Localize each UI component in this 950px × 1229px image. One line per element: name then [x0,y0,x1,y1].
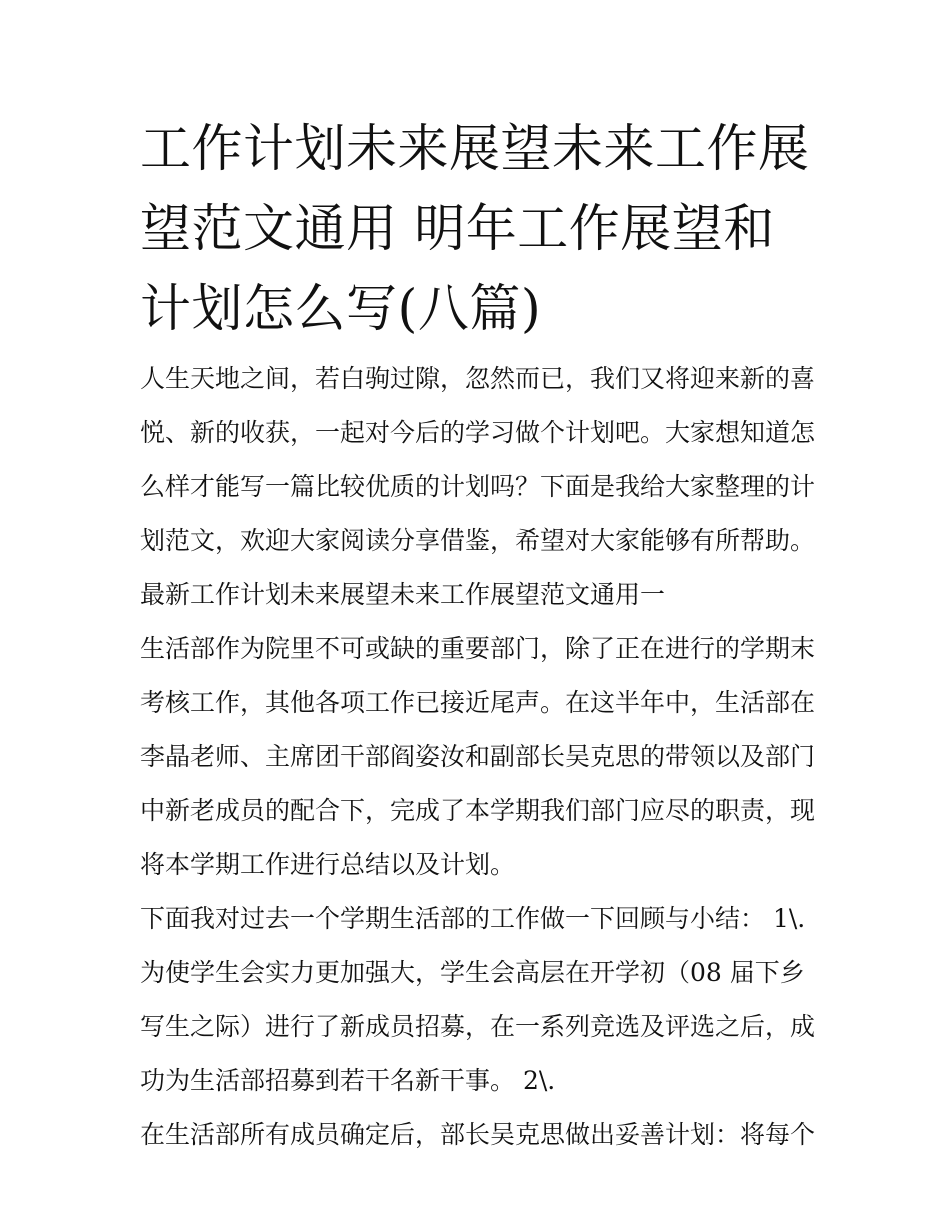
paragraph: 下面我对过去一个学期生活部的工作做一下回顾与小结： 1\. 为使学生会实力更加强大，学生会高层在开学初（08 届下乡写生之际）进行了新成员招募，在一系列竞选及评选之后，成功为生活部招募到若干名新干事。 2\. [140,904,816,1095]
paragraph: 生活部作为院里不可或缺的重要部门，除了正在进行的学期末考核工作，其他各项工作已接近尾声。在这半年中，生活部在李晶老师、主席团干部阎姿汝和副部长吴克思的带领以及部门中新老成员的配合下，完成了本学期我们部门应尽的职责，现将本学期工作进行总结以及计划。 [140,634,816,879]
document-body [140,352,820,1162]
paragraph-intro: 人生天地之间，若白驹过隙，忽然而已，我们又将迎来新的喜悦、新的收获，一起对今后的学习做个计划吧。大家想知道怎么样才能写一篇比较优质的计划吗？下面是我给大家整理的计划范文，欢迎大家阅读分享借鉴，希望对大家能够有所帮助。 [140,364,816,555]
document-title: 工作计划未来展望未来工作展望范文通用 明年工作展望和计划怎么写(八篇) [140,120,810,339]
paragraph: 在生活部所有成员确定后，部长吴克思做出妥善计划：将每个 [140,1120,816,1149]
section-heading: 最新工作计划未来展望未来工作展望范文通用一 [140,580,666,609]
